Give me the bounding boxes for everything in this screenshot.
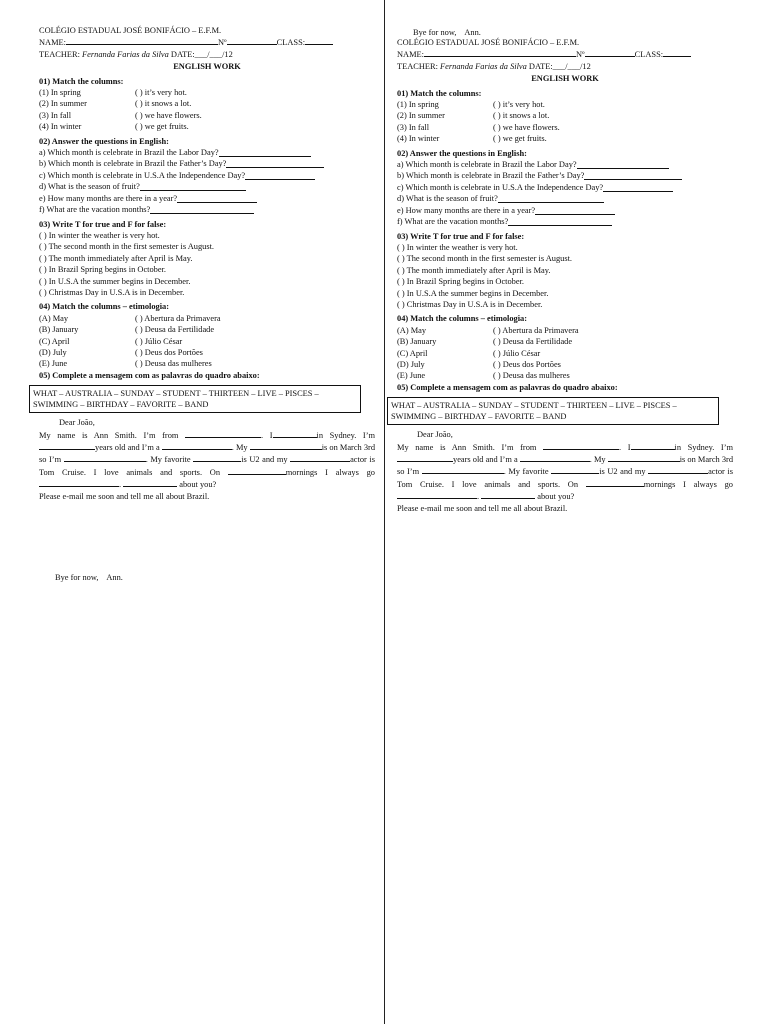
teacher-name: Fernanda Farias da Silva (82, 49, 169, 59)
q4-right-item[interactable]: ( ) Deusa da Fertilidade (493, 337, 573, 347)
q4-left-item: (E) June (397, 371, 426, 381)
q2-items (39, 147, 375, 215)
letter-blank[interactable] (193, 453, 241, 462)
true-false-item[interactable]: ( ) In Brazil Spring begins in October. (397, 277, 524, 287)
q4-right-item[interactable]: ( ) Deusa da Fertilidade (135, 325, 215, 335)
answer-blank[interactable] (177, 193, 257, 203)
q4-left-item: (B) January (397, 337, 437, 347)
number-blank[interactable] (227, 36, 277, 45)
top-signoff: Bye for now, Ann. (413, 28, 481, 37)
q4-match-row (397, 348, 733, 359)
letter-blank[interactable] (551, 465, 599, 474)
q4-match-row (397, 370, 733, 381)
answer-blank[interactable] (603, 182, 673, 192)
q4-left-item: (E) June (39, 359, 68, 369)
q4-right-item[interactable]: ( ) Deus dos Portões (493, 359, 561, 369)
answer-blank[interactable] (140, 181, 246, 191)
bottom-signoff: Bye for now, Ann. (55, 573, 123, 582)
number-blank[interactable] (585, 48, 635, 57)
date-value: ___/___/12 (552, 61, 591, 71)
question-text: d) What is the season of fruit? (397, 194, 498, 204)
q1-right-item[interactable]: ( ) we get fruits. (493, 134, 547, 144)
q4-match-row (39, 336, 375, 347)
q1-left-item: (2) In summer (39, 99, 87, 109)
q1-right-item[interactable]: ( ) it’s very hot. (493, 100, 545, 110)
q4-match-row (39, 358, 375, 369)
question-item (39, 170, 375, 181)
q3-heading: 03) Write T for true and F for false: (39, 219, 167, 229)
question-text: c) Which month is celebrate in U.S.A the Independence Day? (39, 170, 246, 180)
q1-match-row (39, 98, 375, 109)
worksheet-title: ENGLISH WORK (173, 62, 241, 72)
q1-match-row (397, 99, 733, 110)
answer-blank[interactable] (226, 158, 324, 168)
q4-left-item: (D) July (397, 359, 425, 369)
letter-blank[interactable] (39, 478, 119, 487)
true-false-item[interactable]: ( ) The month immediately after April is May. (397, 265, 551, 275)
answer-blank[interactable] (245, 170, 315, 180)
letter-blank[interactable] (397, 453, 453, 462)
letter-blank[interactable] (185, 429, 261, 438)
q4-match-row (397, 336, 733, 347)
q4-rows (397, 325, 733, 382)
question-item (397, 193, 733, 204)
letter-blank[interactable] (250, 441, 322, 450)
q3-items (39, 230, 375, 298)
q1-left-item: (4) In winter (397, 134, 440, 144)
question-item (39, 181, 375, 192)
q1-right-item[interactable]: ( ) we have flowers. (493, 122, 560, 132)
date-value: ___/___/12 (194, 49, 233, 59)
letter-blank[interactable] (586, 478, 644, 487)
letter-closing-line: Please e-mail me soon and tell me all about Brazil. (39, 491, 210, 501)
answer-blank[interactable] (498, 193, 604, 203)
q4-heading: 04) Match the columns – etimologia: (397, 314, 528, 324)
worksheet-left (33, 25, 376, 502)
q1-match-row (39, 87, 375, 98)
q1-right-item[interactable]: ( ) we have flowers. (135, 110, 202, 120)
letter-greeting: Dear João, (417, 430, 453, 440)
true-false-item[interactable]: ( ) Christmas Day in U.S.A is in December. (397, 299, 543, 309)
q1-left-item: (1) In spring (397, 100, 439, 110)
name-line: NAME: Nº CLASS: (397, 48, 733, 60)
q1-right-item[interactable]: ( ) it snows a lot. (135, 99, 192, 109)
q4-right-item[interactable]: ( ) Júlio César (135, 336, 183, 346)
question-text: e) How many months are there in a year? (39, 193, 178, 203)
question-item (39, 193, 375, 204)
letter-blank[interactable] (123, 478, 177, 487)
question-text: a) Which month is celebrate in Brazil the Labor Day? (397, 160, 577, 170)
q5-heading: 05) Complete a mensagem com as palavras do quadro abaixo: (39, 370, 260, 380)
school-name: COLÉGIO ESTADUAL JOSÉ BONIFÁCIO – E.F.M. (39, 26, 222, 35)
q1-match-row (39, 110, 375, 121)
question-text: f) What are the vacation months? (39, 205, 151, 215)
worksheet-right (391, 37, 734, 514)
teacher-name: Fernanda Farias da Silva (440, 61, 527, 71)
letter-greeting: Dear João, (59, 418, 95, 428)
q3-items (397, 242, 733, 310)
name-line: NAME: Nº CLASS: (39, 36, 375, 48)
letter-blank[interactable] (543, 441, 619, 450)
letter-blank[interactable] (520, 453, 590, 462)
true-false-item[interactable]: ( ) In U.S.A the summer begins in December. (39, 276, 191, 286)
q4-right-item[interactable]: ( ) Abertura da Primavera (135, 313, 221, 323)
answer-blank[interactable] (150, 204, 254, 214)
class-blank[interactable] (663, 48, 691, 57)
q4-left-item: (C) April (397, 348, 428, 358)
answer-blank[interactable] (584, 170, 682, 180)
question-item (397, 216, 733, 227)
q2-heading: 02) Answer the questions in English: (397, 148, 527, 158)
q4-match-row (397, 325, 733, 336)
name-blank[interactable] (424, 48, 576, 57)
q5-heading: 05) Complete a mensagem com as palavras do quadro abaixo: (397, 382, 618, 392)
q1-left-item: (3) In fall (397, 122, 430, 132)
letter-blank[interactable] (631, 441, 675, 450)
question-item (397, 170, 733, 181)
question-item (39, 158, 375, 169)
q1-right-item[interactable]: ( ) it’s very hot. (135, 88, 187, 98)
q4-rows (39, 313, 375, 370)
q1-match-row (397, 110, 733, 121)
q1-right-item[interactable]: ( ) it snows a lot. (493, 111, 550, 121)
true-false-item[interactable]: ( ) In winter the weather is very hot. (39, 230, 160, 240)
question-item (39, 147, 375, 158)
true-false-item[interactable]: ( ) In winter the weather is very hot. (397, 242, 518, 252)
true-false-item[interactable]: ( ) The month immediately after April is May. (39, 253, 193, 263)
q2-items (397, 159, 733, 227)
vertical-fold-line (384, 0, 385, 1024)
q4-right-item[interactable]: ( ) Deusa das mulheres (135, 359, 212, 369)
q1-left-item: (1) In spring (39, 88, 81, 98)
q1-left-item: (2) In summer (397, 111, 445, 121)
letter-blank[interactable] (39, 441, 95, 450)
letter-body: My name is Ann Smith. I’m from . I in Sydney. I’myears old and I’m a . My is on March 3rd so I’m . My favorite is U2 and my actor is Tom Cruise. I love animals and sports. On mornings I always go . about you? (39, 430, 376, 490)
question-item (39, 204, 375, 215)
true-false-item[interactable]: ( ) In Brazil Spring begins in October. (39, 265, 166, 275)
question-text: e) How many months are there in a year? (397, 205, 536, 215)
question-text: a) Which month is celebrate in Brazil the Labor Day? (39, 148, 219, 158)
letter-blank[interactable] (422, 465, 504, 474)
q1-match-row (397, 133, 733, 144)
teacher-line: TEACHER: Fernanda Farias da Silva DATE:___/___/12 (39, 49, 233, 59)
class-blank[interactable] (305, 36, 333, 45)
question-text: b) Which month is celebrate in Brazil the Father’s Day? (39, 159, 227, 169)
question-text: c) Which month is celebrate in U.S.A the Independence Day? (397, 182, 604, 192)
question-item (397, 159, 733, 170)
q2-heading: 02) Answer the questions in English: (39, 136, 169, 146)
q4-left-item: (A) May (397, 325, 427, 335)
q4-right-item[interactable]: ( ) Júlio César (493, 348, 541, 358)
letter-blank[interactable] (162, 441, 232, 450)
question-text: f) What are the vacation months? (397, 217, 509, 227)
q4-match-row (39, 324, 375, 335)
letter-blank[interactable] (648, 465, 708, 474)
q4-right-item[interactable]: ( ) Abertura da Primavera (493, 325, 579, 335)
q1-match-row (397, 122, 733, 133)
q1-rows (397, 99, 733, 145)
q1-left-item: (4) In winter (39, 122, 82, 132)
letter-blank[interactable] (481, 490, 535, 499)
true-false-item[interactable]: ( ) In U.S.A the summer begins in December. (397, 288, 549, 298)
name-blank[interactable] (66, 36, 218, 45)
question-item (397, 205, 733, 216)
q4-right-item[interactable]: ( ) Deus dos Portões (135, 347, 203, 357)
letter-blank[interactable] (397, 490, 477, 499)
answer-blank[interactable] (577, 159, 669, 169)
q4-heading: 04) Match the columns – etimologia: (39, 302, 170, 312)
q4-left-item: (A) May (39, 313, 69, 323)
letter-blank[interactable] (290, 453, 350, 462)
q4-match-row (39, 313, 375, 324)
q4-match-row (39, 347, 375, 358)
answer-blank[interactable] (535, 205, 615, 215)
q1-rows (39, 87, 375, 133)
q1-heading: 01) Match the columns: (397, 88, 482, 98)
question-text: b) Which month is celebrate in Brazil the Father’s Day? (397, 171, 585, 181)
q1-match-row (39, 121, 375, 132)
q1-heading: 01) Match the columns: (39, 76, 124, 86)
word-box: WHAT – AUSTRALIA – SUNDAY – STUDENT – THIRTEEN – LIVE – PISCES – SWIMMING – BIRTHDAY – FAVORITE – BAND (29, 385, 361, 413)
true-false-item[interactable]: ( ) The second month in the first semester is August. (39, 242, 214, 252)
letter-blank[interactable] (608, 453, 680, 462)
worksheet-title: ENGLISH WORK (531, 74, 599, 84)
letter-blank[interactable] (64, 453, 146, 462)
answer-blank[interactable] (219, 147, 311, 157)
answer-blank[interactable] (508, 216, 612, 226)
school-name: COLÉGIO ESTADUAL JOSÉ BONIFÁCIO – E.F.M. (397, 38, 580, 47)
q4-right-item[interactable]: ( ) Deusa das mulheres (493, 371, 570, 381)
true-false-item[interactable]: ( ) Christmas Day in U.S.A is in December. (39, 287, 185, 297)
q3-heading: 03) Write T for true and F for false: (397, 231, 525, 241)
word-box: WHAT – AUSTRALIA – SUNDAY – STUDENT – THIRTEEN – LIVE – PISCES – SWIMMING – BIRTHDAY – FAVORITE – BAND (387, 397, 719, 425)
q4-left-item: (D) July (39, 347, 67, 357)
q4-left-item: (B) January (39, 325, 79, 335)
letter-body: My name is Ann Smith. I’m from . I in Sydney. I’myears old and I’m a . My is on March 3rd so I’m . My favorite is U2 and my actor is Tom Cruise. I love animals and sports. On mornings I always go . about you? (397, 442, 734, 502)
q1-right-item[interactable]: ( ) we get fruits. (135, 122, 189, 132)
question-text: d) What is the season of fruit? (39, 182, 140, 192)
letter-blank[interactable] (228, 466, 286, 475)
teacher-line: TEACHER: Fernanda Farias da Silva DATE:___/___/12 (397, 61, 591, 71)
letter-blank[interactable] (273, 429, 317, 438)
question-item (397, 182, 733, 193)
q4-left-item: (C) April (39, 336, 70, 346)
q4-match-row (397, 359, 733, 370)
true-false-item[interactable]: ( ) The second month in the first semester is August. (397, 254, 572, 264)
q1-left-item: (3) In fall (39, 110, 72, 120)
letter-closing-line: Please e-mail me soon and tell me all about Brazil. (397, 503, 568, 513)
